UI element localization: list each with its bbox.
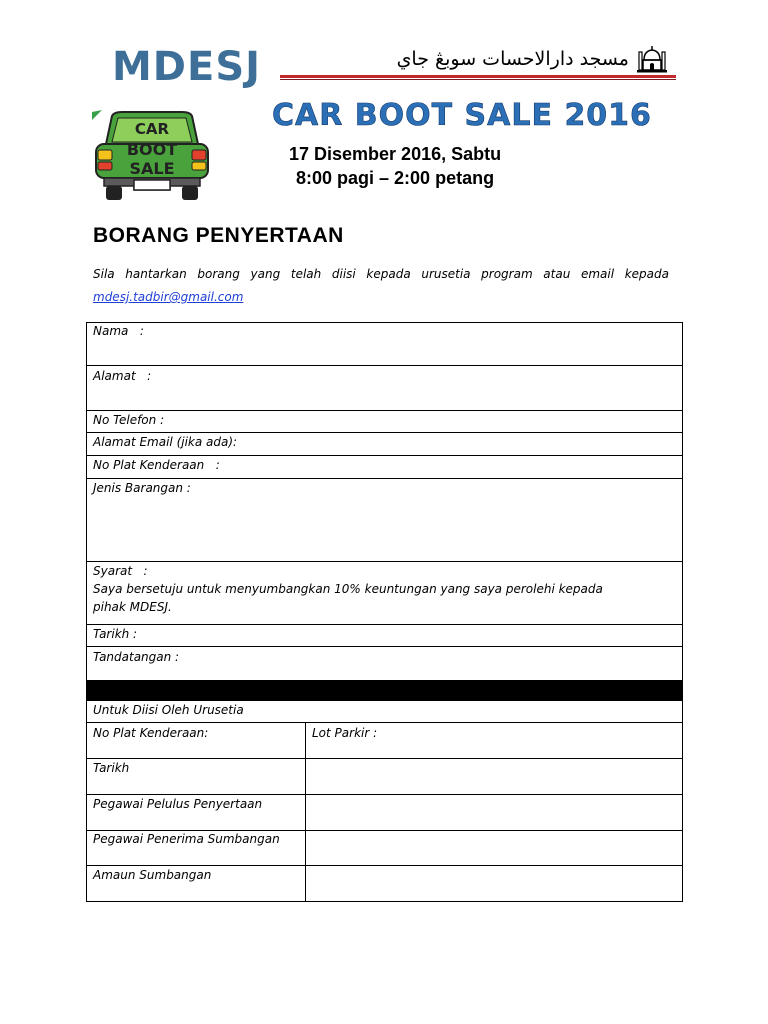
row-divider bbox=[86, 410, 683, 411]
form-title: BORANG PENYERTAAN bbox=[93, 224, 344, 247]
office-plat-kenderaan[interactable]: No Plat Kenderaan: bbox=[93, 726, 209, 740]
syarat-text-line2: pihak MDESJ. bbox=[93, 600, 172, 614]
form-instructions: Sila hantarkan borang yang telah diisi kepada urusetia program atau email kepada bbox=[93, 267, 669, 281]
mosque-icon bbox=[636, 44, 668, 74]
car-boot-sale-logo bbox=[94, 110, 210, 202]
row-divider bbox=[86, 561, 683, 562]
office-pegawai-penerima[interactable]: Pegawai Penerima Sumbangan bbox=[93, 832, 280, 846]
logo-text-boot: BOOT bbox=[126, 140, 178, 159]
field-tarikh[interactable]: Tarikh : bbox=[93, 627, 138, 641]
row-divider bbox=[86, 722, 683, 723]
row-divider bbox=[86, 830, 683, 831]
row-divider bbox=[86, 758, 683, 759]
header-rule bbox=[280, 75, 676, 78]
syarat-text-line1: Saya bersetuju untuk menyumbangkan 10% keuntungan yang saya perolehi kepada bbox=[93, 582, 603, 596]
field-email[interactable]: Alamat Email (jika ada): bbox=[93, 435, 238, 449]
column-divider bbox=[305, 722, 306, 902]
row-divider bbox=[86, 455, 683, 456]
row-divider bbox=[86, 624, 683, 625]
event-title: CAR BOOT SALE 2016 bbox=[272, 98, 652, 133]
row-divider bbox=[86, 865, 683, 866]
field-plat-kenderaan[interactable]: No Plat Kenderaan : bbox=[93, 458, 220, 472]
field-telefon[interactable]: No Telefon : bbox=[93, 413, 165, 427]
logo-text-car: CAR bbox=[134, 120, 170, 138]
office-lot-parkir[interactable]: Lot Parkir : bbox=[312, 726, 378, 740]
office-pegawai-pelulus[interactable]: Pegawai Pelulus Penyertaan bbox=[93, 797, 263, 811]
office-tarikh[interactable]: Tarikh bbox=[93, 761, 130, 775]
row-divider bbox=[86, 478, 683, 479]
header-rule-shadow bbox=[280, 79, 676, 80]
mosque-name-arabic: مسجد دارالاحسات سوبڠ جاي bbox=[396, 48, 629, 70]
field-tandatangan[interactable]: Tandatangan : bbox=[93, 650, 180, 664]
syarat-label: Syarat : bbox=[93, 564, 148, 578]
event-time: 8:00 pagi – 2:00 petang bbox=[296, 168, 495, 188]
event-date: 17 Disember 2016, Sabtu bbox=[289, 144, 502, 164]
field-jenis-barangan[interactable]: Jenis Barangan : bbox=[93, 481, 191, 495]
org-abbreviation: MDESJ bbox=[112, 44, 262, 90]
field-nama[interactable]: Nama : bbox=[93, 324, 144, 338]
row-divider bbox=[86, 365, 683, 366]
row-divider bbox=[86, 646, 683, 647]
office-amaun-sumbangan[interactable]: Amaun Sumbangan bbox=[93, 868, 212, 882]
row-divider bbox=[86, 794, 683, 795]
row-divider bbox=[86, 432, 683, 433]
field-alamat[interactable]: Alamat : bbox=[93, 369, 152, 383]
logo-text-sale: SALE bbox=[129, 159, 175, 178]
contact-email-link[interactable]: mdesj.tadbir@gmail.com bbox=[93, 290, 244, 304]
registration-table bbox=[86, 322, 683, 681]
office-use-heading: Untuk Diisi Oleh Urusetia bbox=[93, 703, 244, 717]
section-separator-band bbox=[86, 680, 683, 701]
